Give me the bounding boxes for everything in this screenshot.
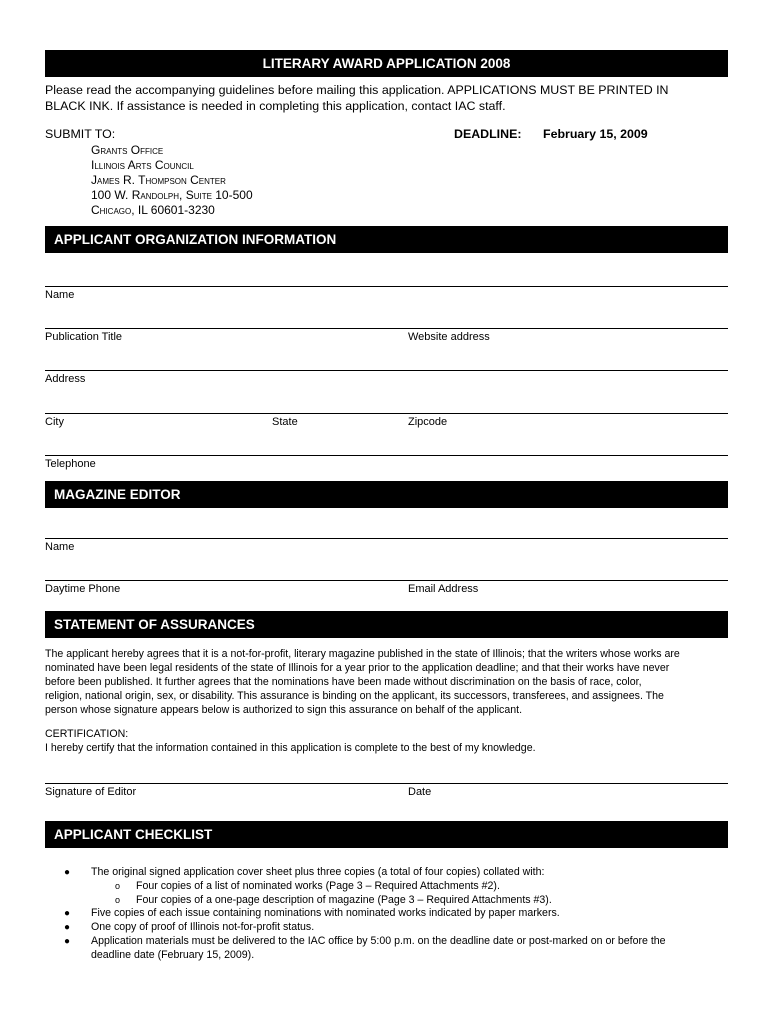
bullet-icon: ● bbox=[64, 867, 71, 878]
section-title: APPLICANT ORGANIZATION INFORMATION bbox=[54, 232, 337, 247]
address-label: Address bbox=[45, 373, 86, 385]
assurance-line: The applicant hereby agrees that it is a not-for-profit, literary magazine published in the state of Illinois; that the writers whose works are bbox=[45, 648, 680, 660]
form-title: LITERARY AWARD APPLICATION 2008 bbox=[262, 56, 511, 71]
checklist-item-text: One copy of proof of Illinois not-for-profit status. bbox=[91, 921, 315, 934]
section-header-editor bbox=[45, 481, 728, 508]
bullet-icon: ● bbox=[64, 922, 71, 934]
checklist-item bbox=[64, 907, 728, 921]
checklist-item bbox=[64, 866, 728, 880]
checklist-item-text: Five copies of each issue containing nominations with nominated works indicated by paper markers. bbox=[91, 907, 560, 920]
publication-title-label: Publication Title bbox=[45, 331, 123, 343]
address-field[interactable] bbox=[45, 370, 728, 371]
state-label: State bbox=[272, 416, 298, 428]
checklist-item bbox=[64, 921, 728, 935]
city-state-zip-field[interactable] bbox=[45, 413, 728, 414]
editor-name-field[interactable] bbox=[45, 538, 728, 539]
bullet-icon: ● bbox=[64, 935, 71, 947]
address-line: Chicago, IL 60601-3230 bbox=[91, 203, 215, 217]
intro-line-2: BLACK INK. If assistance is needed in completing this application, contact IAC staff. bbox=[45, 98, 506, 113]
certification-text: I hereby certify that the information contained in this application is complete to the best of my knowledge. bbox=[45, 741, 536, 754]
intro-text bbox=[45, 83, 728, 114]
assurance-line: religion, national origin, sex, or disability. This assurance is binding on the applicant, its successors, transferees, and assignees. The bbox=[45, 689, 664, 702]
editor-contact-field[interactable] bbox=[45, 580, 728, 581]
checklist-item-text: The original signed application cover sheet plus three copies (a total of four copies) collated with: bbox=[91, 866, 545, 878]
checklist-item-text: deadline date (February 15, 2009). bbox=[91, 948, 255, 961]
website-label: Website address bbox=[408, 331, 490, 343]
checklist-item-text: Application materials must be delivered to the IAC office by 5:00 p.m. on the deadline date or post-marked on or before the bbox=[91, 934, 666, 947]
telephone-label: Telephone bbox=[45, 458, 96, 470]
publication-title-field[interactable] bbox=[45, 328, 728, 329]
certification-label: CERTIFICATION: bbox=[45, 728, 129, 740]
editor-name-label: Name bbox=[45, 541, 75, 553]
checklist-item bbox=[64, 935, 728, 963]
form-title-bar bbox=[45, 50, 728, 77]
checklist-subitem-text: Four copies of a one-page description of magazine (Page 3 – Required Attachments #3). bbox=[136, 893, 552, 906]
bullet-icon: ● bbox=[64, 908, 71, 920]
signature-date-field[interactable] bbox=[45, 783, 728, 784]
section-title: STATEMENT OF ASSURANCES bbox=[54, 617, 255, 632]
org-name-field[interactable] bbox=[45, 286, 728, 287]
certification bbox=[45, 728, 728, 756]
circle-bullet-icon: o bbox=[115, 880, 121, 891]
assurance-line: before been published. It further agrees that the nominations have been made without discrimination on the basis of race, color, bbox=[45, 675, 642, 688]
daytime-phone-label: Daytime Phone bbox=[45, 583, 121, 595]
signature-label: Signature of Editor bbox=[45, 786, 137, 798]
assurance-line: nominated have been legal residents of the state of Illinois for a year prior to the application deadline; and that their works have never bbox=[45, 661, 670, 674]
section-header-assurances bbox=[45, 611, 728, 638]
checklist-subitem bbox=[64, 894, 728, 908]
date-label: Date bbox=[408, 786, 432, 798]
zipcode-label: Zipcode bbox=[408, 416, 448, 428]
checklist-subitem bbox=[64, 880, 728, 894]
section-title: MAGAZINE EDITOR bbox=[54, 487, 181, 502]
mailing-address bbox=[91, 143, 253, 218]
city-label: City bbox=[45, 416, 64, 428]
checklist-subitem-text: Four copies of a list of nominated works (Page 3 – Required Attachments #2). bbox=[136, 879, 500, 892]
section-header-checklist bbox=[45, 821, 728, 848]
address-line: Illinois Arts Council bbox=[91, 158, 194, 172]
address-line: 100 W. Randolph, Suite 10-500 bbox=[91, 188, 253, 202]
email-label: Email Address bbox=[408, 583, 479, 595]
checklist bbox=[64, 866, 728, 963]
assurance-statement bbox=[45, 648, 728, 718]
address-line: Grants Office bbox=[91, 143, 164, 157]
address-line: James R. Thompson Center bbox=[91, 173, 226, 187]
submit-to-label: SUBMIT TO: bbox=[45, 127, 116, 141]
org-name-label: Name bbox=[45, 289, 75, 301]
deadline-label: DEADLINE: bbox=[454, 127, 522, 141]
intro-line-1: Please read the accompanying guidelines before mailing this application. APPLICATIONS MUST BE PRINTED IN bbox=[45, 83, 669, 97]
circle-bullet-icon: o bbox=[115, 894, 121, 905]
deadline-value: February 15, 2009 bbox=[543, 127, 648, 141]
section-header-organization bbox=[45, 226, 728, 253]
assurance-line: person whose signature appears below is authorized to sign this assurance on behalf of the applicant. bbox=[45, 703, 523, 716]
telephone-field[interactable] bbox=[45, 455, 728, 456]
section-title: APPLICANT CHECKLIST bbox=[54, 827, 213, 842]
